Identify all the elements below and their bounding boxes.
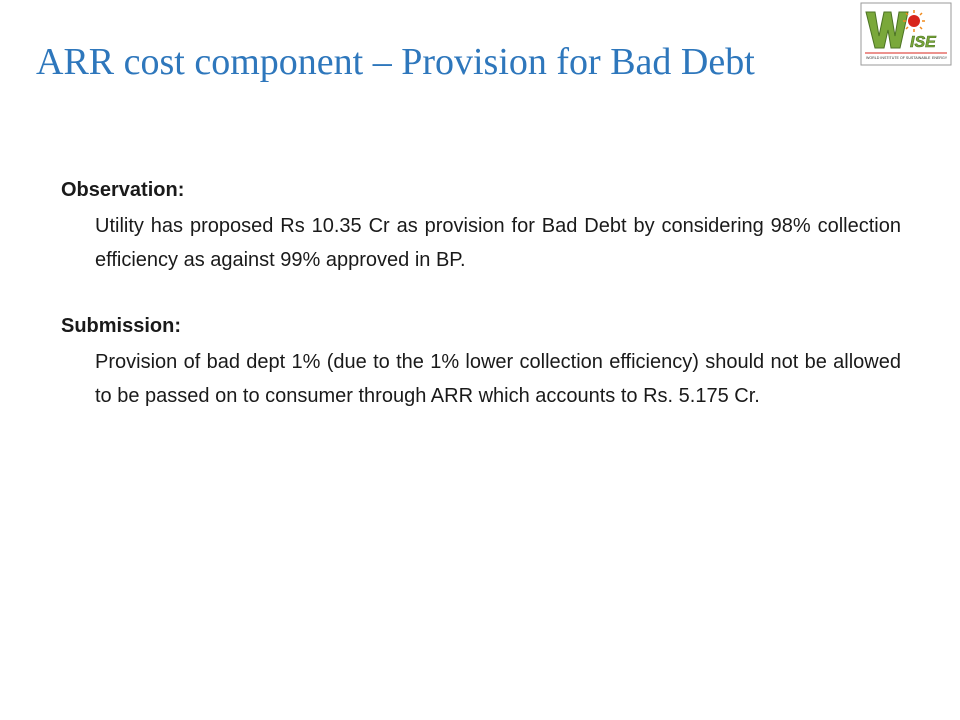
submission-heading: Submission:: [61, 315, 182, 337]
submission-section: [61, 309, 901, 413]
svg-text:WORLD INSTITUTE OF SUSTAINABLE: WORLD INSTITUTE OF SUSTAINABLE: [866, 56, 931, 60]
wise-logo-icon: [860, 2, 952, 66]
slide-title: ARR cost component – Provision for Bad Debt: [36, 41, 755, 83]
observation-text: Utility has proposed Rs 10.35 Cr as provision for Bad Debt by considering 98% collection efficiency as against 99% approved in BP.: [95, 215, 901, 271]
svg-text:ENERGY: ENERGY: [932, 56, 948, 60]
submission-text: Provision of bad dept 1% (due to the 1% lower collection efficiency) should not be allowed to be passed on to consumer through ARR which accounts to Rs. 5.175 Cr.: [95, 351, 901, 407]
observation-heading: Observation:: [61, 179, 185, 201]
observation-section: [61, 173, 901, 277]
slide-body: [61, 173, 901, 413]
svg-text:ISE: ISE: [910, 34, 936, 51]
wise-logo: [860, 2, 952, 66]
